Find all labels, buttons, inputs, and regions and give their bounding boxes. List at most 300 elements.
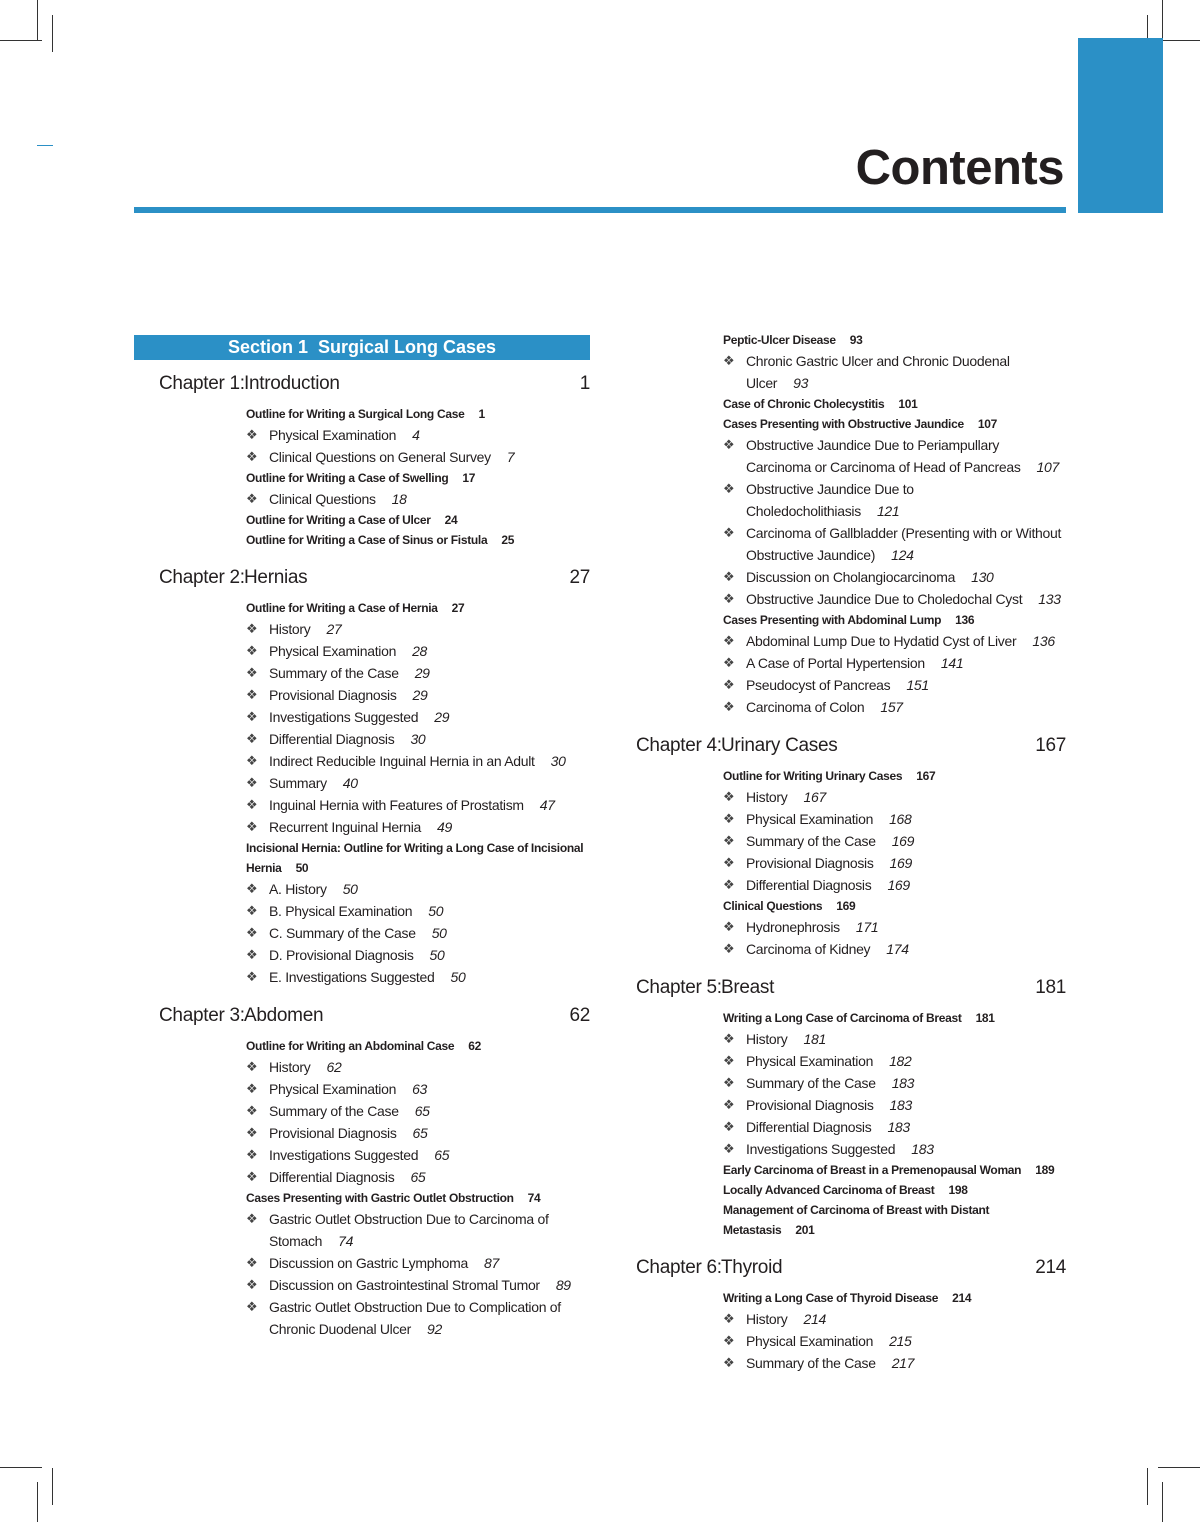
item-page: 27 [326, 621, 342, 637]
bullet-icon: ❖ [246, 881, 258, 896]
item-page: 151 [906, 677, 929, 693]
bullet-icon: ❖ [246, 1125, 258, 1140]
bullet-icon: ❖ [723, 655, 735, 670]
item-text: D. Provisional Diagnosis [269, 947, 414, 963]
item-text: Summary [269, 775, 327, 791]
subheading-text: Writing a Long Case of Thyroid Disease [723, 1291, 939, 1305]
toc-item [246, 488, 590, 510]
crop-mark [1147, 1468, 1148, 1505]
toc-item [246, 750, 590, 772]
item-page: 65 [434, 1147, 450, 1163]
chapter-page: 62 [569, 1005, 590, 1026]
item-page: 167 [803, 789, 826, 805]
toc-item [723, 674, 1066, 696]
chapter-title: Breast [721, 977, 775, 998]
bullet-icon: ❖ [723, 1031, 735, 1046]
subheading-text: Peptic-Ulcer Disease [723, 333, 836, 347]
subheading-page: 62 [468, 1039, 481, 1053]
item-page: 121 [876, 503, 900, 519]
bullet-icon: ❖ [723, 353, 735, 368]
item-text: Physical Examination [269, 427, 397, 443]
bullet-icon: ❖ [246, 621, 258, 636]
item-text: History [746, 1311, 788, 1327]
bullet-icon: ❖ [246, 1169, 258, 1184]
toc-item [246, 1078, 590, 1100]
toc-item [723, 630, 1066, 652]
item-page: 49 [437, 819, 453, 835]
item-text: Summary of the Case [746, 833, 876, 849]
toc-subheading [246, 530, 590, 550]
item-text: Carcinoma of Gallbladder (Presenting with or Without Obstructive Jaundice) [746, 525, 1062, 563]
toc-item [723, 588, 1066, 610]
item-text: Physical Examination [746, 1053, 874, 1069]
subheading-text: Outline for Writing a Case of Sinus or Fistula [246, 533, 488, 547]
toc-item [723, 916, 1066, 938]
bullet-icon: ❖ [246, 643, 258, 658]
toc-subheading [723, 1288, 1066, 1308]
toc-item [246, 794, 590, 816]
bullet-icon: ❖ [723, 789, 735, 804]
toc-item [246, 1208, 590, 1252]
crop-mark [37, 0, 38, 40]
item-text: Physical Examination [746, 1333, 874, 1349]
subheading-page: 17 [462, 471, 476, 485]
bullet-icon: ❖ [246, 491, 258, 506]
item-page: 157 [880, 699, 903, 715]
bullet-icon: ❖ [246, 925, 258, 940]
item-page: 87 [484, 1255, 499, 1271]
chapter-page: 167 [1035, 735, 1066, 756]
item-page: 107 [1036, 459, 1059, 475]
bullet-icon: ❖ [246, 665, 258, 680]
item-page: 63 [412, 1081, 428, 1097]
subheading-text: Outline for Writing a Surgical Long Case [246, 407, 465, 421]
item-text: Summary of the Case [269, 665, 399, 681]
continued-entries [723, 330, 1066, 718]
crop-mark [37, 1482, 38, 1522]
bullet-icon: ❖ [723, 591, 735, 606]
item-text: Recurrent Inguinal Hernia [269, 819, 422, 835]
item-page: 50 [342, 881, 358, 897]
item-text: Clinical Questions on General Survey [269, 449, 491, 465]
toc-subheading [723, 394, 1066, 414]
chapter-heading [636, 972, 1066, 1002]
toc-item [246, 662, 590, 684]
toc-subheading [246, 1036, 590, 1056]
item-page: 62 [326, 1059, 342, 1075]
bullet-icon: ❖ [246, 731, 258, 746]
item-text: History [269, 621, 311, 637]
item-page: 183 [887, 1119, 910, 1135]
item-page: 169 [891, 833, 915, 849]
bullet-icon: ❖ [723, 1119, 735, 1134]
chapter-heading [636, 1252, 1066, 1282]
chapter-entries [723, 1288, 1066, 1374]
subheading-page: 101 [898, 397, 918, 411]
item-page: 29 [414, 665, 430, 681]
item-text: B. Physical Examination [269, 903, 413, 919]
chapter-entries [723, 766, 1066, 960]
toc-item [246, 1274, 590, 1296]
item-page: 169 [889, 855, 913, 871]
toc-item [723, 830, 1066, 852]
item-text: A Case of Portal Hypertension [746, 655, 925, 671]
toc-item [246, 900, 590, 922]
item-page: 183 [889, 1097, 913, 1113]
bullet-icon: ❖ [723, 525, 735, 540]
toc-item [723, 852, 1066, 874]
item-text: Investigations Suggested [746, 1141, 896, 1157]
bullet-icon: ❖ [723, 1355, 735, 1370]
toc-item [723, 874, 1066, 896]
item-page: 50 [428, 903, 444, 919]
chapter-page: 181 [1035, 977, 1066, 998]
section-title: Surgical Long Cases [317, 337, 497, 357]
item-text: Provisional Diagnosis [746, 1097, 874, 1113]
subheading-page: 27 [451, 601, 465, 615]
subheading-page: 1 [478, 407, 485, 421]
toc-item [723, 1308, 1066, 1330]
bullet-icon: ❖ [246, 449, 258, 464]
toc-subheading [723, 1160, 1066, 1180]
subheading-page: 167 [916, 769, 936, 783]
item-text: Provisional Diagnosis [269, 687, 397, 703]
bullet-icon: ❖ [246, 819, 258, 834]
toc-subheading [723, 414, 1066, 434]
toc-item [246, 1166, 590, 1188]
bullet-icon: ❖ [723, 481, 735, 496]
item-text: Differential Diagnosis [269, 731, 395, 747]
item-page: 40 [342, 775, 358, 791]
item-page: 50 [431, 925, 447, 941]
item-text: Obstructive Jaundice Due to Choledochal Cyst [746, 591, 1023, 607]
item-text: A. History [269, 881, 327, 897]
chapter-title: Introduction [244, 373, 340, 394]
item-text: Discussion on Gastrointestinal Stromal Tumor [269, 1277, 540, 1293]
crop-mark [37, 145, 53, 146]
item-page: 29 [412, 687, 428, 703]
item-page: 214 [803, 1311, 826, 1327]
toc-item [723, 350, 1066, 394]
bullet-icon: ❖ [723, 1075, 735, 1090]
toc-subheading [246, 598, 590, 618]
toc-item [246, 1144, 590, 1166]
bullet-icon: ❖ [723, 919, 735, 934]
item-text: Carcinoma of Kidney [746, 941, 871, 957]
toc-item [723, 522, 1066, 566]
toc-item [723, 566, 1066, 588]
subheading-text: Outline for Writing a Case of Ulcer [246, 513, 431, 527]
page-title: Contents [855, 141, 1064, 195]
item-page: 65 [410, 1169, 426, 1185]
bullet-icon: ❖ [723, 437, 735, 452]
subheading-page: 169 [836, 899, 856, 913]
item-text: Summary of the Case [269, 1103, 399, 1119]
item-page: 93 [793, 375, 809, 391]
bullet-icon: ❖ [246, 427, 258, 442]
chapter-heading [636, 730, 1066, 760]
toc-item [246, 1252, 590, 1274]
item-text: Obstructive Jaundice Due to Periampullary Carcinoma or Carcinoma of Head of Pancreas [746, 437, 1021, 475]
toc-subheading [723, 766, 1066, 786]
section-label: Section 1 [227, 337, 308, 357]
toc-item [246, 1296, 590, 1340]
bullet-icon: ❖ [246, 1081, 258, 1096]
bullet-icon: ❖ [246, 1299, 258, 1314]
chapter-page: 214 [1035, 1257, 1066, 1278]
item-text: Physical Examination [269, 643, 397, 659]
bullet-icon: ❖ [246, 753, 258, 768]
chapter-label: Chapter 3: [159, 1005, 245, 1026]
toc-item [246, 424, 590, 446]
item-page: 124 [891, 547, 914, 563]
crop-mark [52, 15, 53, 52]
chapter-label: Chapter 5: [636, 977, 722, 998]
chapter-title: Thyroid [721, 1257, 783, 1278]
item-text: History [746, 1031, 788, 1047]
item-page: 130 [971, 569, 994, 585]
toc-item [723, 808, 1066, 830]
toc-item [246, 684, 590, 706]
subheading-page: 201 [795, 1223, 815, 1237]
item-page: 74 [338, 1233, 354, 1249]
bullet-icon: ❖ [246, 709, 258, 724]
item-text: Chronic Gastric Ulcer and Chronic Duodenal Ulcer [746, 353, 1010, 391]
subheading-page: 24 [444, 513, 458, 527]
bullet-icon: ❖ [723, 877, 735, 892]
item-page: 7 [506, 449, 515, 465]
crop-mark [1158, 1467, 1200, 1468]
item-page: 174 [886, 941, 909, 957]
chapter-heading [159, 1000, 590, 1030]
item-text: Pseudocyst of Pancreas [746, 677, 891, 693]
crop-mark [1162, 0, 1163, 40]
item-page: 47 [539, 797, 555, 813]
subheading-text: Writing a Long Case of Carcinoma of Breast [723, 1011, 962, 1025]
crop-mark [1162, 1482, 1163, 1522]
bullet-icon: ❖ [246, 687, 258, 702]
chapter-entries [246, 1036, 590, 1340]
toc-item [246, 640, 590, 662]
bullet-icon: ❖ [246, 1255, 258, 1270]
item-text: Differential Diagnosis [269, 1169, 395, 1185]
subheading-page: 181 [975, 1011, 995, 1025]
chapter-title: Hernias [244, 567, 308, 588]
item-text: C. Summary of the Case [269, 925, 416, 941]
subheading-page: 214 [952, 1291, 972, 1305]
subheading-text: Locally Advanced Carcinoma of Breast [723, 1183, 935, 1197]
item-text: Clinical Questions [269, 491, 376, 507]
chapter-page: 27 [569, 567, 590, 588]
item-page: 215 [889, 1333, 912, 1349]
item-text: Inguinal Hernia with Features of Prostatism [269, 797, 524, 813]
item-text: Gastric Outlet Obstruction Due to Complication of Chronic Duodenal Ulcer [269, 1299, 561, 1337]
subheading-page: 189 [1035, 1163, 1055, 1177]
subheading-page: 198 [948, 1183, 968, 1197]
item-text: Summary of the Case [746, 1355, 876, 1371]
corner-tab [1078, 38, 1163, 213]
bullet-icon: ❖ [723, 1097, 735, 1112]
toc-subheading [246, 468, 590, 488]
item-page: 168 [889, 811, 912, 827]
left-chapter-list [134, 368, 590, 1340]
toc-item [723, 652, 1066, 674]
item-text: Discussion on Gastric Lymphoma [269, 1255, 469, 1271]
subheading-text: Outline for Writing a Case of Hernia [246, 601, 438, 615]
toc-item [246, 446, 590, 468]
item-text: Investigations Suggested [269, 1147, 419, 1163]
toc-subheading [723, 330, 1066, 350]
chapter-label: Chapter 1: [159, 373, 245, 394]
item-page: 217 [891, 1355, 915, 1371]
chapter-label: Chapter 6: [636, 1257, 722, 1278]
item-page: 65 [414, 1103, 430, 1119]
bullet-icon: ❖ [246, 775, 258, 790]
toc-subheading [246, 838, 590, 878]
bullet-icon: ❖ [723, 1311, 735, 1326]
subheading-page: 50 [295, 861, 309, 875]
toc-subheading [723, 1200, 1066, 1240]
toc-item [246, 878, 590, 900]
subheading-text: Cases Presenting with Abdominal Lump [723, 613, 942, 627]
toc-item [723, 1072, 1066, 1094]
item-page: 30 [410, 731, 426, 747]
crop-mark [0, 40, 42, 41]
bullet-icon: ❖ [246, 1211, 258, 1226]
toc-item [246, 728, 590, 750]
item-page: 183 [891, 1075, 915, 1091]
toc-subheading [246, 510, 590, 530]
bullet-icon: ❖ [723, 699, 735, 714]
item-text: Provisional Diagnosis [746, 855, 874, 871]
subheading-text: Outline for Writing an Abdominal Case [246, 1039, 455, 1053]
toc-item [246, 772, 590, 794]
item-page: 133 [1038, 591, 1061, 607]
bullet-icon: ❖ [723, 677, 735, 692]
toc-item [723, 696, 1066, 718]
item-text: Summary of the Case [746, 1075, 876, 1091]
toc-item [723, 1028, 1066, 1050]
bullet-icon: ❖ [246, 797, 258, 812]
item-page: 65 [412, 1125, 428, 1141]
subheading-page: 93 [849, 333, 863, 347]
item-page: 30 [550, 753, 566, 769]
toc-item [246, 922, 590, 944]
toc-item [246, 1122, 590, 1144]
item-text: Obstructive Jaundice Due to Choledocholithiasis [746, 481, 914, 519]
toc-item [723, 938, 1066, 960]
toc-item [246, 816, 590, 838]
chapter-entries [723, 1008, 1066, 1240]
bullet-icon: ❖ [246, 969, 258, 984]
chapter-label: Chapter 4: [636, 735, 722, 756]
bullet-icon: ❖ [723, 833, 735, 848]
item-text: Provisional Diagnosis [269, 1125, 397, 1141]
chapter-page: 1 [579, 373, 590, 394]
toc-subheading [723, 896, 1066, 916]
crop-mark [1158, 40, 1200, 41]
bullet-icon: ❖ [723, 941, 735, 956]
toc-item [723, 1330, 1066, 1352]
chapter-heading [159, 562, 590, 592]
subheading-page: 136 [955, 613, 975, 627]
bullet-icon: ❖ [723, 569, 735, 584]
subheading-text: Cases Presenting with Obstructive Jaundice [723, 417, 964, 431]
item-text: History [746, 789, 788, 805]
item-page: 181 [803, 1031, 826, 1047]
item-text: History [269, 1059, 311, 1075]
toc-subheading [723, 610, 1066, 630]
bullet-icon: ❖ [723, 1141, 735, 1156]
bullet-icon: ❖ [723, 1053, 735, 1068]
chapter-title: Abdomen [244, 1005, 324, 1026]
toc-item [246, 1100, 590, 1122]
item-page: 136 [1032, 633, 1055, 649]
toc-item [723, 1352, 1066, 1374]
item-text: Investigations Suggested [269, 709, 419, 725]
toc-subheading [246, 404, 590, 424]
chapter-entries [246, 598, 590, 988]
title-rule [134, 207, 1066, 213]
toc-item [723, 1050, 1066, 1072]
item-text: Differential Diagnosis [746, 1119, 872, 1135]
item-page: 50 [450, 969, 466, 985]
chapter-entries [246, 404, 590, 550]
item-text: Hydronephrosis [746, 919, 840, 935]
subheading-text: Clinical Questions [723, 899, 823, 913]
item-page: 169 [887, 877, 910, 893]
item-page: 89 [555, 1277, 571, 1293]
subheading-page: 25 [501, 533, 515, 547]
subheading-page: 107 [977, 417, 997, 431]
chapter-label: Chapter 2: [159, 567, 245, 588]
item-page: 141 [940, 655, 964, 671]
item-page: 171 [855, 919, 879, 935]
item-text: Discussion on Cholangiocarcinoma [746, 569, 956, 585]
bullet-icon: ❖ [723, 811, 735, 826]
item-page: 4 [412, 427, 420, 443]
toc-subheading [723, 1008, 1066, 1028]
subheading-text: Cases Presenting with Gastric Outlet Obstruction [246, 1191, 514, 1205]
bullet-icon: ❖ [246, 1103, 258, 1118]
bullet-icon: ❖ [723, 855, 735, 870]
right-chapter-list [611, 730, 1066, 1374]
chapter-title: Urinary Cases [721, 735, 838, 756]
item-page: 29 [434, 709, 450, 725]
bullet-icon: ❖ [246, 947, 258, 962]
item-page: 182 [889, 1053, 912, 1069]
subheading-text: Management of Carcinoma of Breast with Distant Metastasis [723, 1203, 990, 1237]
toc-item [723, 786, 1066, 808]
subheading-text: Outline for Writing Urinary Cases [723, 769, 903, 783]
toc-item [723, 1116, 1066, 1138]
toc-item [246, 1056, 590, 1078]
toc-item [246, 618, 590, 640]
subheading-text: Case of Chronic Cholecystitis [723, 397, 885, 411]
bullet-icon: ❖ [246, 903, 258, 918]
subheading-page: 74 [527, 1191, 541, 1205]
item-text: Carcinoma of Colon [746, 699, 865, 715]
bullet-icon: ❖ [723, 633, 735, 648]
crop-mark [0, 1467, 42, 1468]
subheading-text: Outline for Writing a Case of Swelling [246, 471, 449, 485]
toc-item [723, 478, 1066, 522]
item-text: Abdominal Lump Due to Hydatid Cyst of Liver [746, 633, 1017, 649]
toc-item [723, 1138, 1066, 1160]
item-text: Physical Examination [269, 1081, 397, 1097]
item-page: 28 [412, 643, 428, 659]
subheading-text: Incisional Hernia: Outline for Writing a Long Case of Incisional Hernia [246, 841, 584, 875]
